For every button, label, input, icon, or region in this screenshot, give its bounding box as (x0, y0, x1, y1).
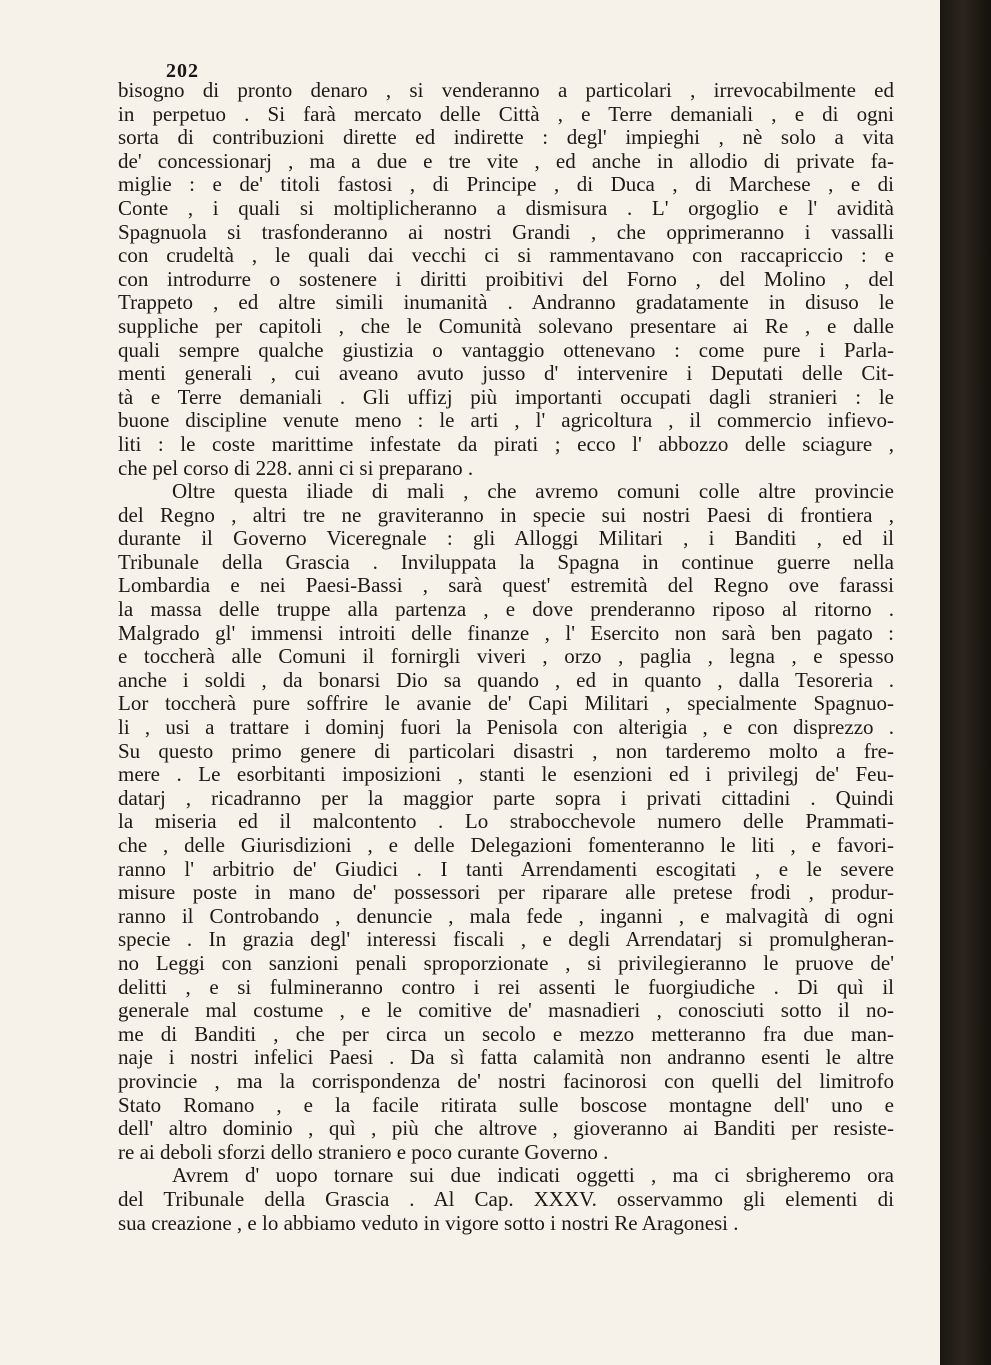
text-line: ranno l' arbitrio de' Giudici . I tanti Arrendamenti escogitati , e le severe (118, 856, 894, 881)
text-line: con introdurre o sostenere i diritti proibitivi del Forno , del Molino , del (118, 266, 894, 291)
text-line: Trappeto , ed altre simili inumanità . Andranno gradatamente in disuso le (118, 290, 894, 315)
text-line: la massa delle truppe alla partenza , e dove prenderanno riposo al ritorno . (118, 597, 894, 622)
text-line: me di Banditi , che per circa un secolo e mezzo metteranno fra due man- (118, 1021, 894, 1046)
text-line: naje i nostri infelici Paesi . Da sì fatta calamità non andranno esenti le altre (118, 1045, 894, 1070)
text-line: generale mal costume , e le comitive de' masnadieri , conosciuti sotto il no- (118, 998, 894, 1023)
text-line: no Leggi con sanzioni penali sproporzionate , si privilegieranno le pruove de' (118, 950, 894, 975)
text-line: anche i soldi , da bonarsi Dio sa quando , ed in quanto , dalla Tesoreria . (118, 667, 894, 692)
text-line: provincie , ma la corrispondenza de' nostri facinorosi con quelli del limitrofo (118, 1068, 894, 1093)
text-line: con crudeltà , le quali dai vecchi ci si rammentavano con raccapriccio : e (118, 243, 894, 268)
text-line: specie . In grazia degl' interessi fiscali , e degli Arrendatarj si promulgheran- (118, 927, 894, 952)
page-edge-shadow (940, 0, 991, 1365)
text-line: Lor toccherà pure soffrire le avanie de' Capi Militari , specialmente Spagnuo- (118, 691, 894, 716)
text-block (118, 79, 894, 1235)
text-line: la miseria ed il malcontento . Lo strabocchevole numero delle Prammati- (118, 809, 894, 834)
text-line: Oltre questa iliade di mali , che avremo comuni colle altre provincie (172, 479, 894, 504)
paragraph (118, 1164, 894, 1235)
text-line: liti : le coste marittime infestate da pirati ; ecco l' abbozzo delle sciagure , (118, 431, 894, 456)
text-line: li , usi a trattare i dominj fuori la Penisola con alterigia , e con disprezzo . (118, 715, 894, 740)
text-line: tà e Terre demaniali . Gli uffizj più importanti occupati dagli stranieri : le (118, 384, 894, 409)
text-line: Conte , i quali si moltiplicheranno a dismisura . L' orgoglio e l' avidità (118, 195, 894, 220)
text-line: quali sempre qualche giustizia o vantaggio ottenevano : come pure i Parla- (118, 337, 894, 362)
text-line: datarj , ricadranno per la maggior parte sopra i privati cittadini . Quindi (118, 785, 894, 810)
text-line: che , delle Giurisdizioni , e delle Delegazioni fomenteranno le liti , e favori- (118, 833, 894, 857)
text-line: Tribunale della Grascia . Inviluppata la Spagna in continue guerre nella (118, 549, 894, 574)
text-line: Spagnuola si trasfonderanno ai nostri Grandi , che opprimeranno i vassalli (118, 219, 894, 244)
text-line: dell' altro dominio , quì , più che altrove , gioveranno ai Banditi per resiste- (118, 1116, 894, 1141)
text-line: misure poste in mano de' possessori per riparare alle pretese frodi , produr- (118, 880, 894, 905)
text-line: bisogno di pronto denaro , si venderanno a particolari , irrevocabilmente ed (118, 78, 894, 102)
text-line: ranno il Controbando , denuncie , mala fede , inganni , e malvagità di ogni (118, 903, 894, 928)
text-line: Stato Romano , e la facile ritirata sulle boscose montagne dell' uno e (118, 1092, 894, 1117)
text-line: Malgrado gl' immensi introiti delle finanze , l' Esercito non sarà ben pagato : (118, 620, 894, 645)
text-line: re ai deboli sforzi dello straniero e poco curante Governo . (118, 1139, 609, 1164)
text-line: durante il Governo Viceregnale : gli Alloggi Militari , i Banditi , ed il (118, 526, 894, 551)
text-line: de' concessionarj , ma a due e tre vite , ed anche in allodio di private fa- (118, 148, 894, 173)
paragraph (118, 79, 894, 480)
text-line: Lombardia e nei Paesi-Bassi , sarà quest' estremità del Regno ove farassi (118, 573, 894, 598)
text-line: delitti , e si fulmineranno contro i rei assenti le fuorgiudiche . Di quì il (118, 974, 894, 999)
text-line: mere . Le esorbitanti imposizioni , stanti le esenzioni ed i privilegj de' Feu- (118, 762, 894, 787)
text-line: del Tribunale della Grascia . Al Cap. XXXV. osservammo gli elementi di (118, 1186, 894, 1211)
text-line: in perpetuo . Si farà mercato delle Città , e Terre demaniali , e di ogni (118, 101, 894, 126)
text-line: Su questo primo genere di particolari disastri , non tarderemo molto a fre- (118, 738, 894, 763)
text-line: sorta di contribuzioni dirette ed indirette : degl' impieghi , nè solo a vita (118, 125, 894, 150)
text-line: del Regno , altri tre ne graviteranno in specie sui nostri Paesi di frontiera , (118, 502, 894, 527)
text-line: che pel corso di 228. anni ci si preparano . (118, 455, 474, 480)
text-line: buone discipline venute meno : le arti , l' agricoltura , il commercio infievo- (118, 408, 894, 433)
text-line: menti generali , cui aveano avuto jusso d' intervenire i Deputati delle Cit- (118, 361, 894, 386)
text-line: sua creazione , e lo abbiamo veduto in vigore sotto i nostri Re Aragonesi . (118, 1210, 739, 1235)
text-line: e toccherà alle Comuni il fornirgli viveri , orzo , paglia , legna , e spesso (118, 644, 894, 669)
text-line: suppliche per capitoli , che le Comunità solevano presentare ai Re , e dalle (118, 313, 894, 338)
text-line: Avrem d' uopo tornare sui due indicati oggetti , ma ci sbrigheremo ora (172, 1163, 894, 1188)
page-number: 202 (166, 60, 199, 82)
paragraph (118, 480, 894, 1164)
text-line: miglie : e de' titoli fastosi , di Principe , di Duca , di Marchese , e di (118, 172, 894, 197)
